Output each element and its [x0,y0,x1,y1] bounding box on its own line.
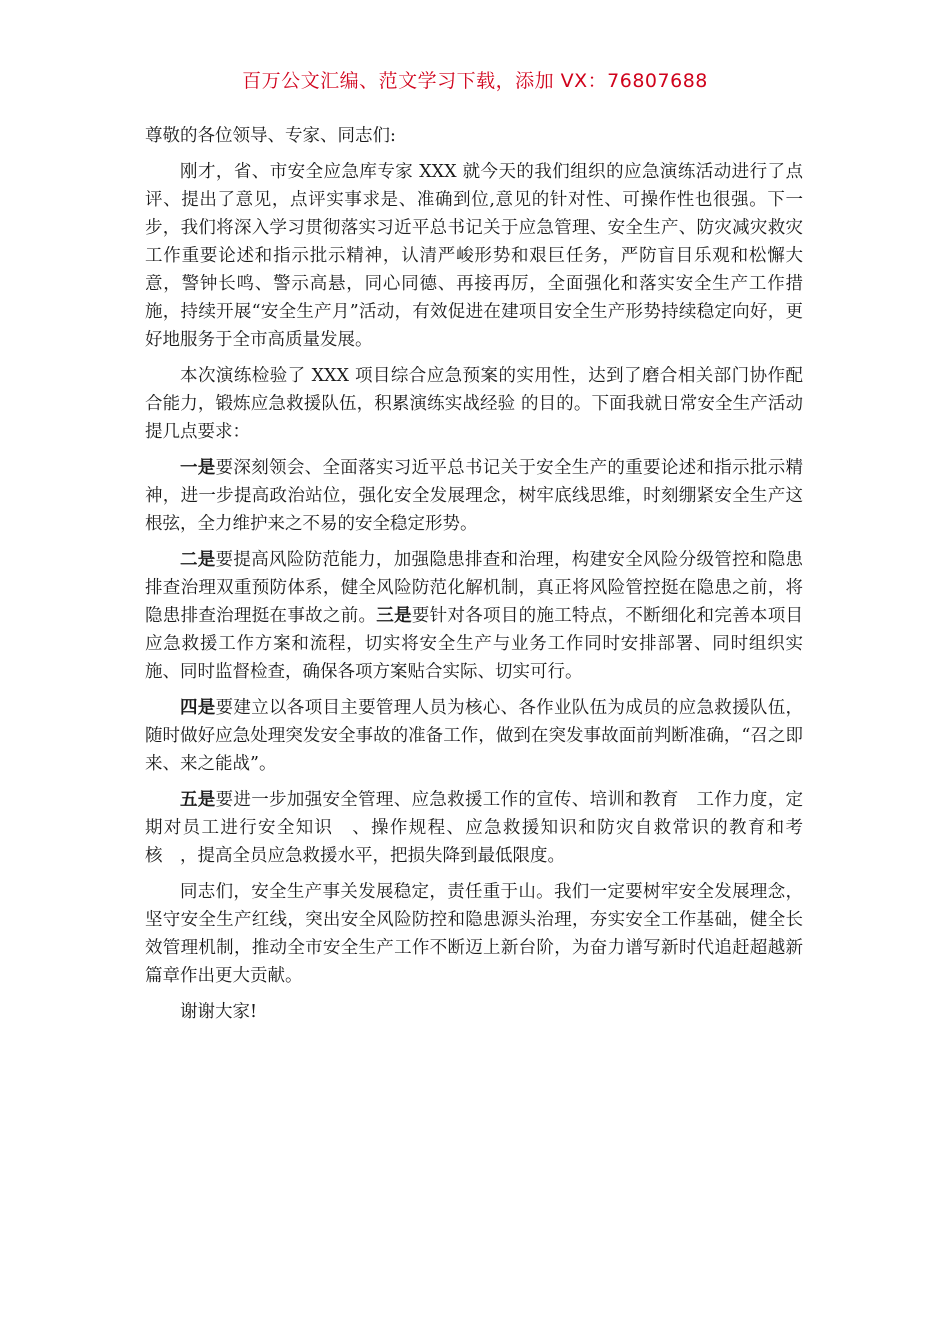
watermark-banner: 百万公文汇编、范文学习下载，添加 VX：76807688 [242,70,708,92]
requirement-one-text: 要深刻领会、全面落实习近平总书记关于安全生产的重要论述和指示批示精神，进一步提高政治站位，强化安全发展理念，树牢底线思维，时刻绷紧安全生产这根弦，全力维护来之不易的安全稳定形势。 [145,458,804,534]
requirement-three-lead: 三是 [376,606,412,626]
speech-document [145,122,803,1026]
requirement-four-text: 要建立以各项目主要管理人员为核心、各作业队伍为成员的应急救援队伍，随时做好应急处理突发安全事故的准备工作，做到在突发事故面前判断准确，“召之即来、来之能战”。 [145,698,804,774]
requirement-five-lead: 五是 [180,790,216,810]
requirement-five-text: 要进一步加强安全管理、应急救援工作的宣传、培训和教育 工作力度，定期对员工进行安全知识 、操作规程、应急救援知识和防灾自救常识的教育和考核 ，提高全员应急救援水平，把损失降到最低限度。 [145,790,804,866]
closing-thanks: 谢谢大家! [180,1002,258,1022]
greeting: 尊敬的各位领导、专家、同志们: [145,126,396,146]
requirement-one-lead: 一是 [180,458,216,478]
requirement-two-text: 要提高风险防范能力，加强隐患排查和治理，构建安全风险分级管控和隐患排查治理双重预防体系，健全风险防范化解机制，真正将风险管控挺在隐患之前，将隐患排查治理挺在事故之前。 [145,550,804,626]
paragraph-requirement-two-three [145,546,803,686]
paragraph-requirement-four [145,694,803,778]
paragraph-conclusion: 同志们，安全生产事关发展稳定，责任重于山。我们一定要树牢安全发展理念，坚守安全生产红线，突出安全风险防控和隐患源头治理，夯实安全工作基础，健全长效管理机制，推动全市安全生产工作不断迈上新台阶，为奋力谱写新时代追赶超越新篇章作出更大贡献。 [145,882,803,986]
paragraph-requirement-five [145,786,803,870]
requirement-three-text: 要针对各项目的施工特点，不断细化和完善本项目应急救援工作方案和流程，切实将安全生产与业务工作同时安排部署、同时组织实施、同时监督检查，确保各项方案贴合实际、切实可行。 [145,606,804,682]
paragraph-drill-summary: 本次演练检验了 XXX 项目综合应急预案的实用性，达到了磨合相关部门协作配合能力，锻炼应急救援队伍，积累演练实战经验 的目的。下面我就日常安全生产活动提几点要求： [145,366,803,442]
requirement-two-lead: 二是 [180,550,216,570]
requirement-four-lead: 四是 [180,698,216,718]
paragraph-review: 刚才，省、市安全应急库专家 XXX 就今天的我们组织的应急演练活动进行了点评、提出了意见，点评实事求是、准确到位,意见的针对性、可操作性也很强。下一步，我们将深入学习贯彻落实习近平总书记关于应急管理、安全生产、防灾减灾救灾工作重要论述和指示批示精神，认清严峻形势和艰巨任务，严防盲目乐观和松懈大意，警钟长鸣、警示高悬，同心同德、再接再厉，全面强化和落实安全生产工作措施，持续开展“安全生产月”活动，有效促进在建项目安全生产形势持续稳定向好，更好地服务于全市高质量发展。 [145,162,803,350]
paragraph-requirement-one [145,454,803,538]
